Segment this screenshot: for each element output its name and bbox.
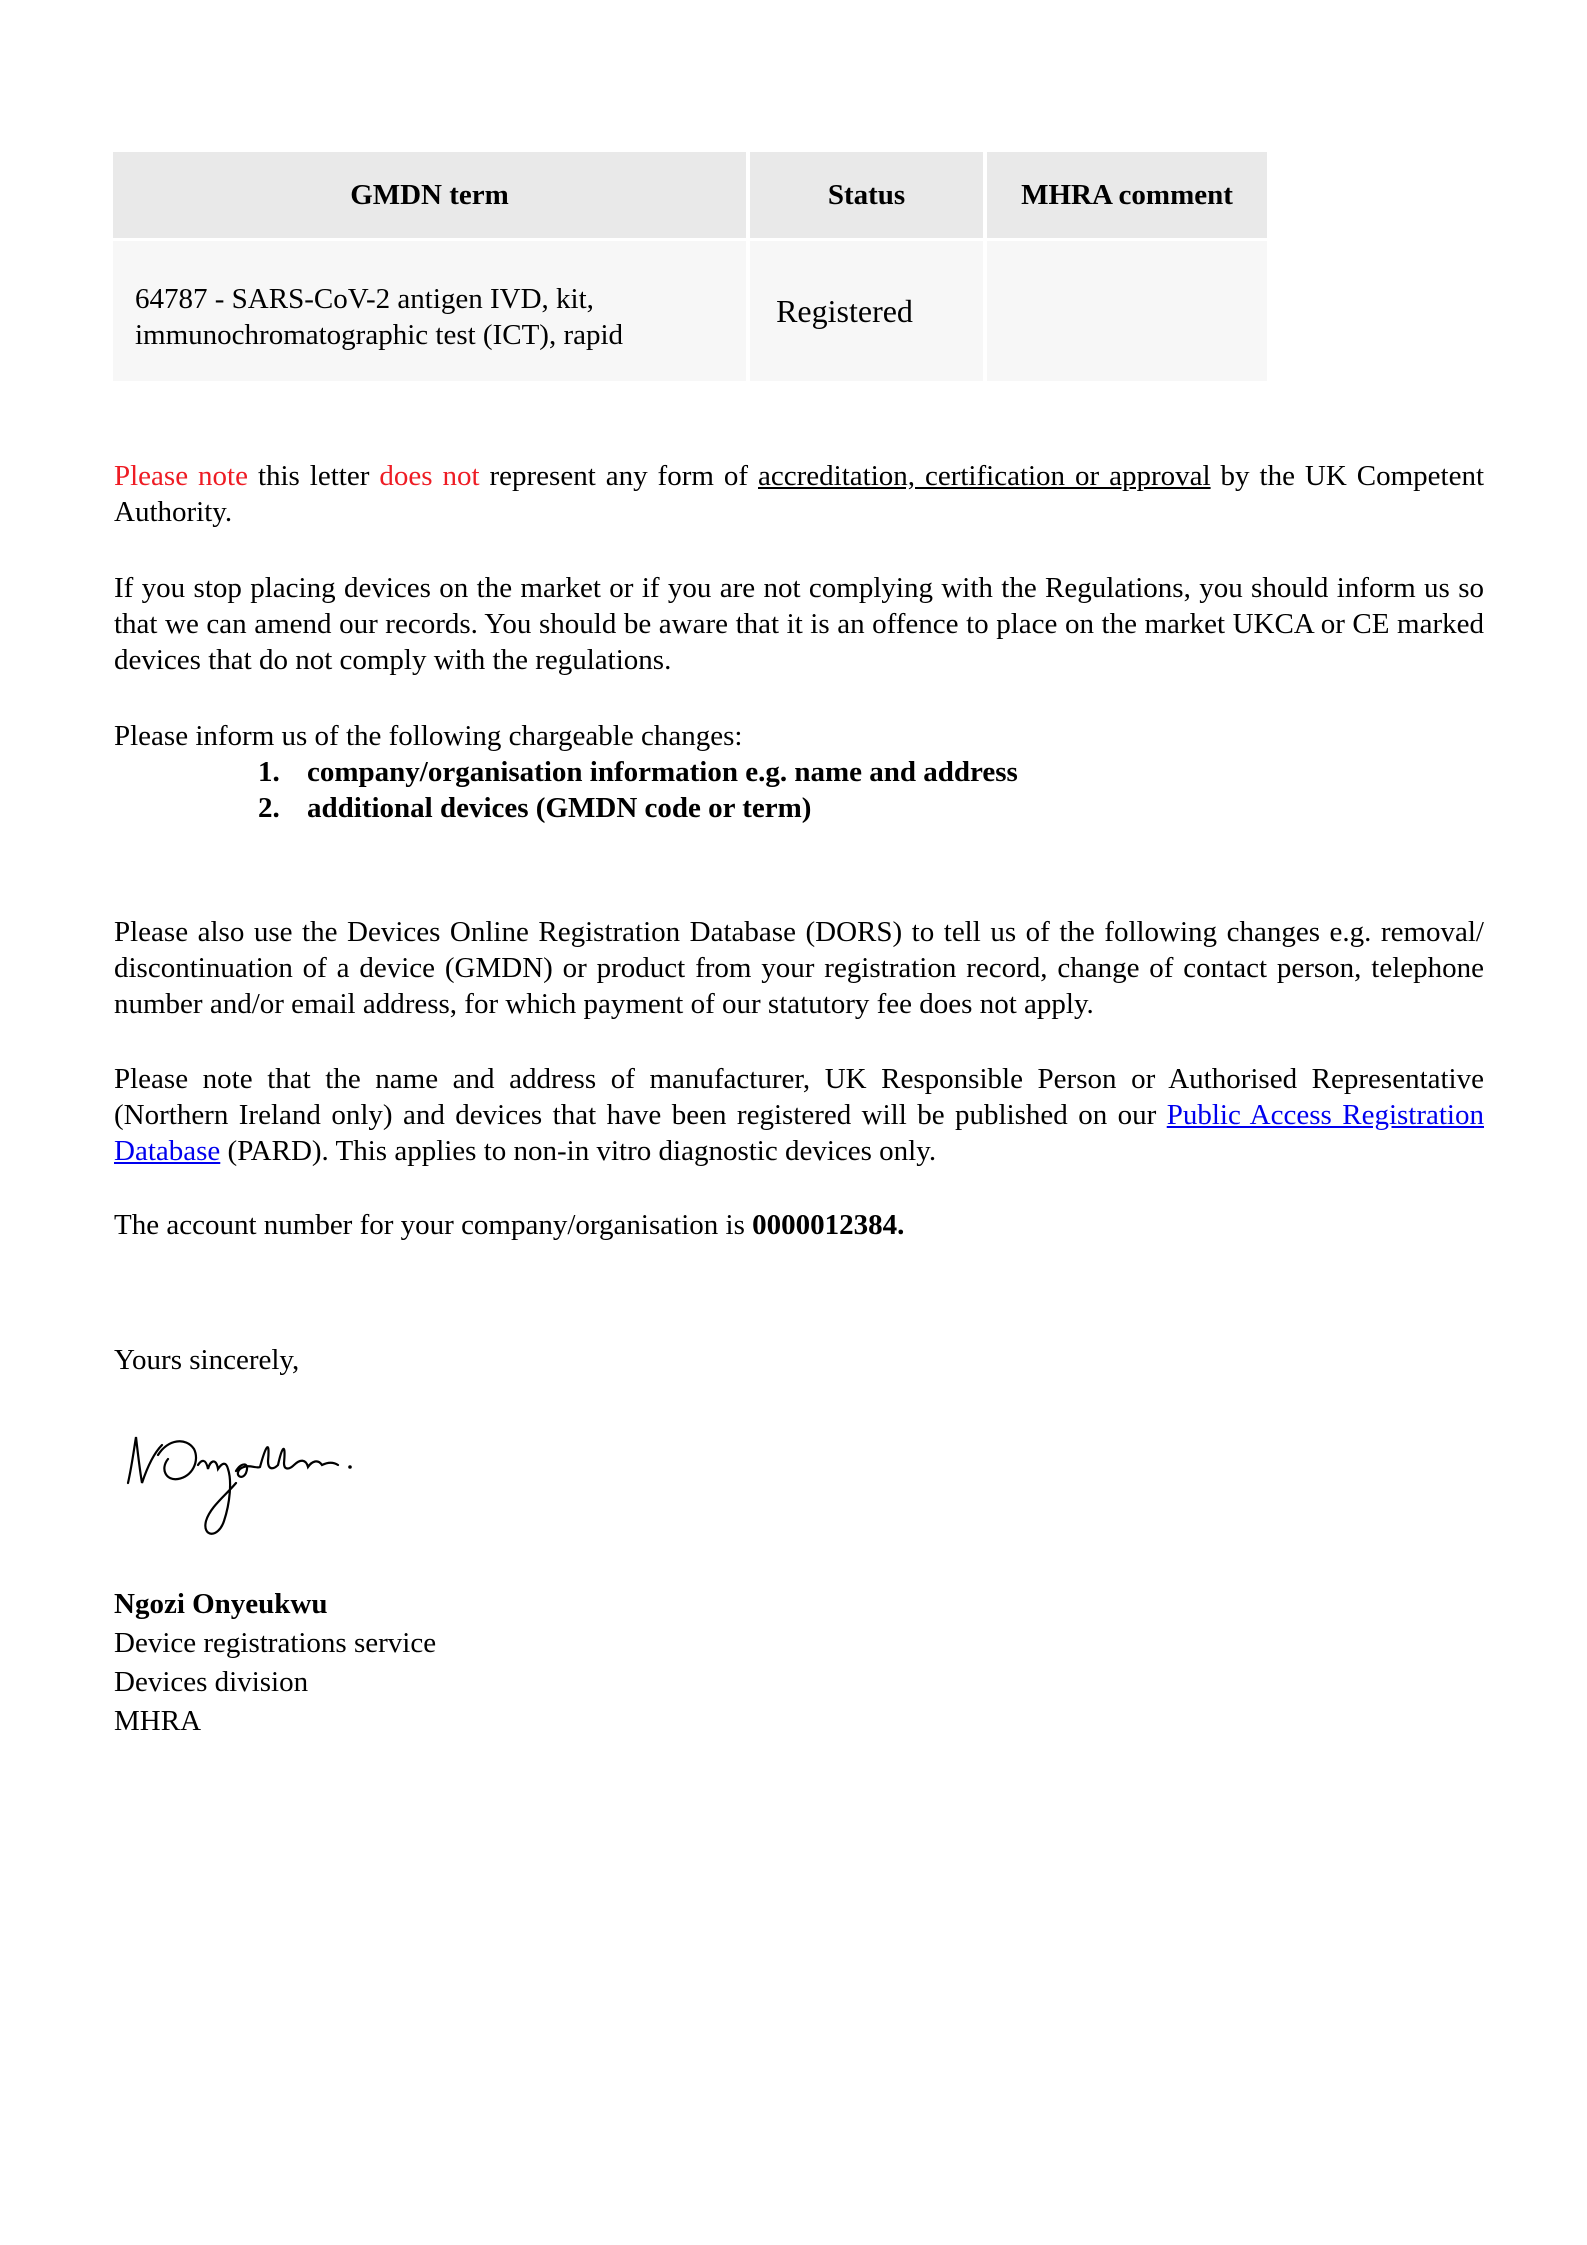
note-text: represent any form of bbox=[479, 460, 759, 492]
dors-paragraph: Please also use the Devices Online Registration Database (DORS) to tell us of the following changes e.g. removal/ discontinuation of a device (GMDN) or product from your registration record, change of contact person, telephone number and/or email address, for which payment of our statutory fee does not apply. bbox=[114, 916, 1484, 1020]
signature bbox=[118, 1425, 430, 1549]
table-row bbox=[113, 241, 1267, 381]
pard-paragraph bbox=[114, 1061, 1484, 1169]
header-gmdn-term: GMDN term bbox=[113, 152, 746, 238]
does-not-text: does not bbox=[379, 460, 480, 492]
changes-list bbox=[258, 754, 1018, 826]
note-paragraph bbox=[114, 458, 1484, 530]
signatory-line: Device registrations service bbox=[114, 1627, 437, 1659]
header-status: Status bbox=[750, 152, 983, 238]
note-text: by the UK Competent Authority. bbox=[114, 460, 1485, 528]
list-item bbox=[258, 790, 1018, 826]
gmdn-term-line: immunochromatographic test (ICT), rapid bbox=[135, 319, 624, 351]
list-number: 1. bbox=[258, 756, 280, 788]
pard-link[interactable]: Public Access Registration Database bbox=[114, 1099, 1484, 1167]
list-number: 2. bbox=[258, 792, 280, 824]
stop-placing-paragraph: If you stop placing devices on the market or if you are not complying with the Regulations, you should inform us so that we can amend our records. You should be aware that it is an offence to place on the market UKCA or CE marked devices that do not comply with the regulations. bbox=[114, 572, 1484, 676]
list-item bbox=[258, 754, 1018, 790]
list-text: additional devices (GMDN code or term) bbox=[307, 792, 812, 824]
signatory-line: Devices division bbox=[114, 1666, 309, 1698]
account-number: 0000012384. bbox=[752, 1209, 905, 1241]
signatory-block bbox=[114, 1585, 436, 1741]
comment-cell bbox=[987, 241, 1267, 381]
please-note-text: Please note bbox=[114, 460, 248, 492]
gmdn-term-cell bbox=[113, 241, 746, 381]
list-text: company/organisation information e.g. name and address bbox=[307, 756, 1018, 788]
header-mhra-comment: MHRA comment bbox=[987, 152, 1267, 238]
changes-intro: Please inform us of the following chargeable changes: bbox=[114, 720, 743, 752]
account-text: The account number for your company/organisation is bbox=[114, 1209, 753, 1241]
underlined-text: accreditation, certification or approval bbox=[758, 460, 1211, 492]
closing: Yours sincerely, bbox=[114, 1344, 300, 1376]
gmdn-term-line: 64787 - SARS-CoV-2 antigen IVD, kit, bbox=[135, 283, 594, 315]
note-text: this letter bbox=[247, 460, 380, 492]
pard-text: (PARD). This applies to non-in vitro diagnostic devices only. bbox=[220, 1135, 937, 1167]
table-header-row bbox=[113, 152, 1267, 238]
gmdn-table bbox=[113, 152, 1267, 381]
signatory-name: Ngozi Onyeukwu bbox=[114, 1588, 328, 1620]
signatory-line: MHRA bbox=[114, 1705, 202, 1737]
account-paragraph bbox=[114, 1207, 1484, 1243]
status-cell: Registered bbox=[750, 241, 983, 381]
pard-text: Please note that the name and address of manufacturer, UK Responsible Person or Authorised Representative (Northern Ireland only) and devices that have been registered will be published on our bbox=[114, 1063, 1484, 1131]
